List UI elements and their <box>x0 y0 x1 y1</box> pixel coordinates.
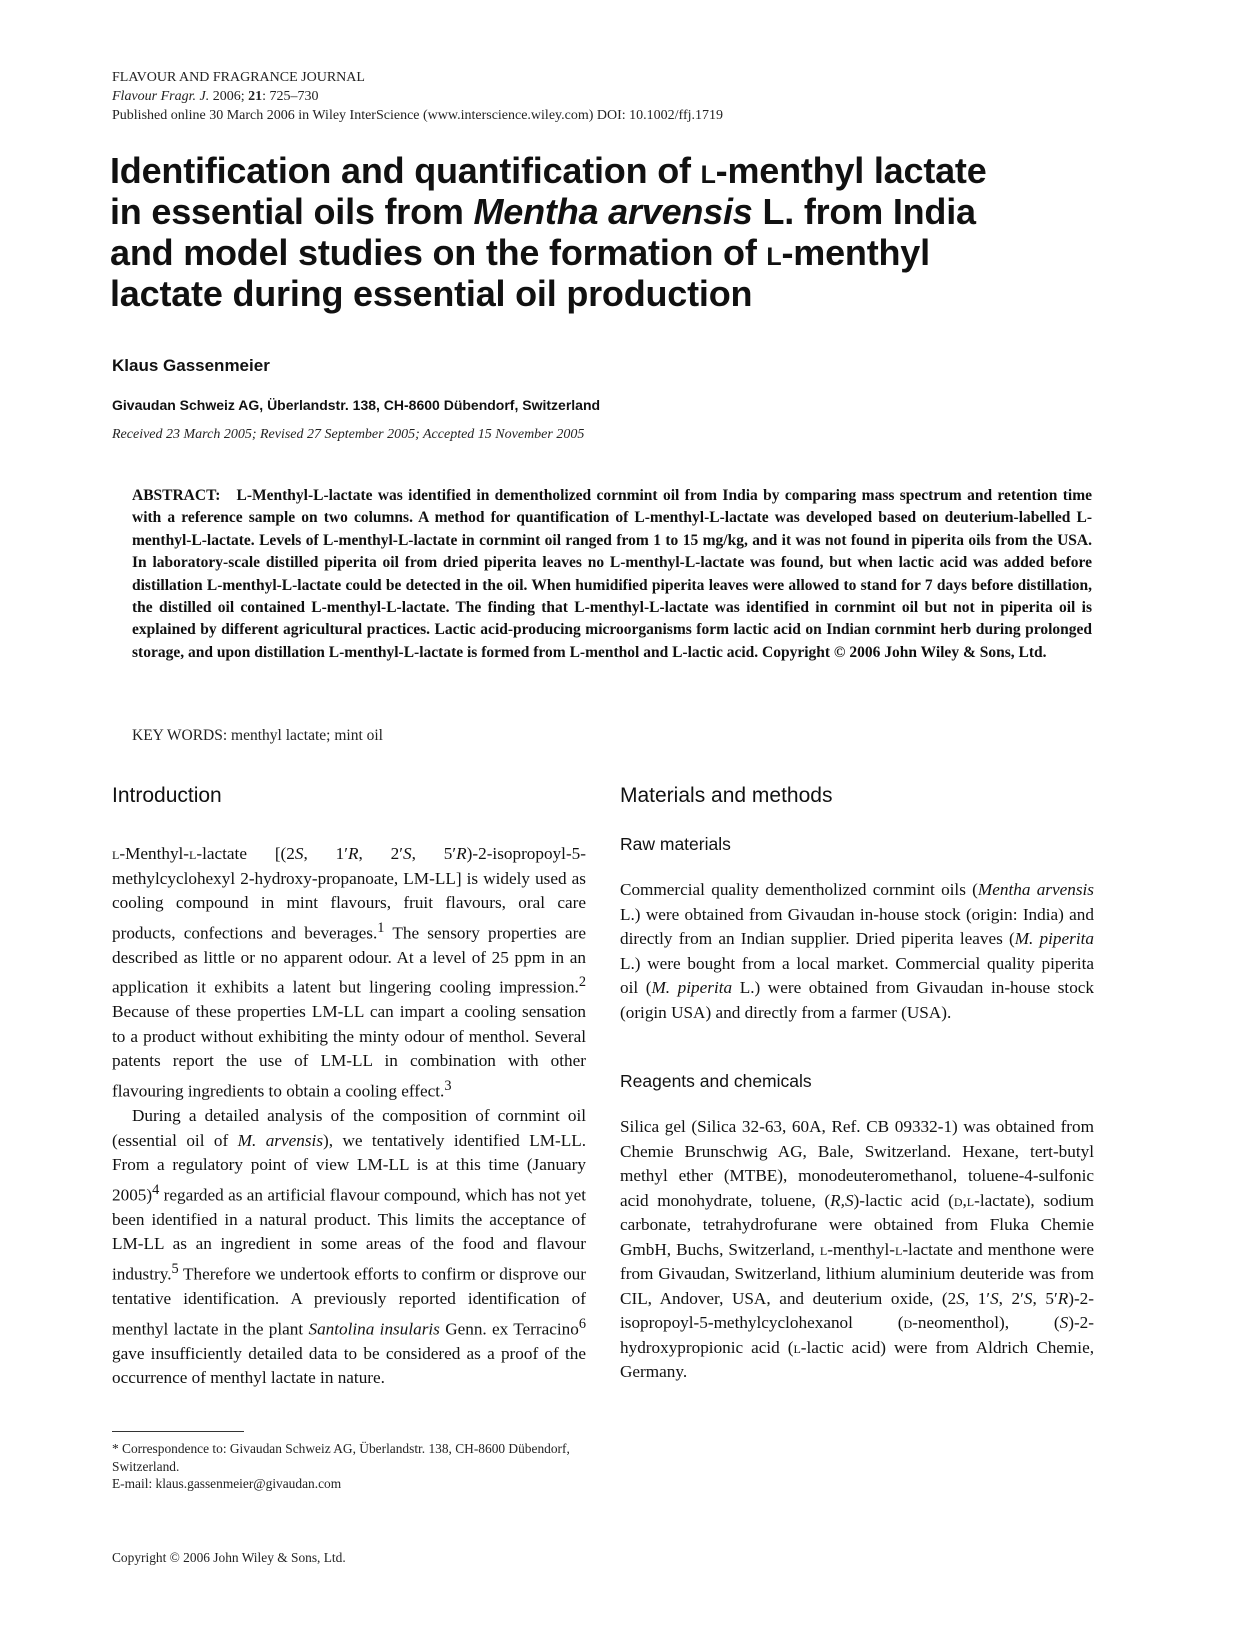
abstract-text: L-Menthyl-L-lactate was identified in dementholized cornmint oil from India by comparing mass spectrum and retention time with a reference sample on two columns. A method for quantification of L-menthyl-L-lactate was developed based on deuterium-labelled L-menthyl-L-lactate. Levels of L-menthyl-L-lactate in cornmint oil ranged from 1 to 15 mg/kg, and it was not found in piperita oils from the USA. In laboratory-scale distilled piperita oil from dried piperita leaves no L-menthyl-L-lactate was found, but when lactic acid was added before distillation L-menthyl-L-lactate could be detected in the oil. When humidified piperita leaves were allowed to stand for 7 days before distillation, the distilled oil contained L-menthyl-L-lactate. The finding that L-menthyl-L-lactate was identified in cornmint oil but not in piperita oil is explained by different agricultural practices. Lactic acid-producing microorganisms form lactic acid on Indian cornmint herb during prolonged storage, and upon distillation L-menthyl-L-lactate is formed from L-menthol and L-lactic acid. Copyright © 2006 John Wiley & Sons, Ltd. <box>132 487 1092 661</box>
title-line-3: and model studies on the formation of l-menthyl <box>110 232 930 273</box>
intro-paragraph-2: During a detailed analysis of the composition of cornmint oil (essential oil of M. arvensis), we tentatively identified LM-LL. From a regulatory point of view LM-LL is at this time (January 2005)$^4$ regarded as an artificial flavour compound, which has not yet been identified in a natural product. This limits the acceptance of LM-LL as an ingredient in some areas of the food and flavour industry.$^5$ Therefore we undertook efforts to confirm or disprove our tentative identification. A previously reported identification of menthyl lactate in the plant Santolina insularis Genn. ex Terracino$^6$ gave insufficiently detailed data to be considered as a proof of the occurrence of menthyl lactate in nature. <box>112 1106 587 1388</box>
introduction-heading: Introduction <box>112 784 222 807</box>
reagents-paragraph: Silica gel (Silica 32-63, 60A, Ref. CB 09332-1) was obtained from Chemie Brunschwig AG, Bale, Switzerland. Hexane, tert-butyl methyl ether (MTBE), monodeuteromethanol, toluene-4-sulfonic acid monohydrate, toluene, (R,S)-lactic acid (d,l-lactate), sodium carbonate, tetrahydrofurane were obtained from Fluka Chemie GmbH, Buchs, Switzerland, l-menthyl-l-lactate and menthone were from Givaudan, Switzerland, lithium aluminium deuteride was from CIL, Andover, USA, and deuterium oxide, (2S, 1′S, 2′S, 5′R)-2-isopropoyl-5-methylcyclohexanol (d-neomenthol), (S)-2-hydroxypropionic acid (l-lactic acid) were from Aldrich Chemie, Germany. <box>620 1117 1094 1381</box>
keywords: KEY WORDS: menthyl lactate; mint oil <box>132 727 383 744</box>
journal-name: FLAVOUR AND FRAGRANCE JOURNAL <box>112 70 365 85</box>
intro-paragraph-1: l-Menthyl-l-lactate [(2S, 1′R, 2′S, 5′R)-2-isopropoyl-5-methylcyclohexyl 2-hydroxy-propanoate, LM-LL] is widely used as cooling compound in mint flavours, fruit flavours, oral care products, confections and beverages.$^1$ The sensory properties are described as little or no apparent odour. At a level of 25 ppm in an application it exhibits a latent but lingering cooling impression.$^2$ Because of these properties LM-LL can impart a cooling sensation to a product without exhibiting the minty odour of menthol. Several patents report the use of LM-LL in combination with other flavouring ingredients to obtain a cooling effect.$^3$ <box>112 844 586 1101</box>
journal-published-line: Published online 30 March 2006 in Wiley InterScience (www.interscience.wiley.com) DOI: 10.1002/ffj.1719 <box>112 108 724 123</box>
abstract-label: ABSTRACT: <box>132 487 221 504</box>
footnote-correspondence: * Correspondence to: Givaudan Schweiz AG, Überlandstr. 138, CH-8600 Dübendorf, Switzerland. <box>112 1441 570 1474</box>
received-dates: Received 23 March 2005; Revised 27 September 2005; Accepted 15 November 2005 <box>112 427 585 442</box>
article-title <box>110 150 1070 314</box>
journal-citation: Flavour Fragr. J. 2006; 21: 725–730 <box>112 89 319 104</box>
author-affiliation: Givaudan Schweiz AG, Überlandstr. 138, CH-8600 Dübendorf, Switzerland <box>112 397 601 413</box>
footnote-email: E-mail: klaus.gassenmeier@givaudan.com <box>112 1476 342 1491</box>
raw-materials-paragraph: Commercial quality dementholized cornmint oils (Mentha arvensis L.) were obtained from Givaudan in-house stock (origin: India) and directly from an Indian supplier. Dried piperita leaves (M. piperita L.) were bought from a local market. Commercial quality piperita oil (M. piperita L.) were obtained from Givaudan in-house stock (origin USA) and directly from a farmer (USA). <box>620 880 1095 1022</box>
title-line-1: Identification and quantification of l-menthyl lactate <box>110 150 987 191</box>
correspondence-footnote <box>112 1440 586 1493</box>
journal-header <box>112 68 723 125</box>
page-footer-copyright: Copyright © 2006 John Wiley & Sons, Ltd. <box>112 1550 346 1565</box>
abstract <box>132 485 1092 664</box>
footnote-divider <box>112 1431 244 1432</box>
title-line-4: lactate during essential oil production <box>110 273 753 314</box>
raw-materials-heading: Raw materials <box>620 834 731 854</box>
reagents-heading: Reagents and chemicals <box>620 1071 812 1091</box>
left-column <box>112 784 586 1391</box>
title-line-2: in essential oils from Mentha arvensis L. from India <box>110 191 976 232</box>
author-name: Klaus Gassenmeier <box>112 356 270 375</box>
materials-methods-heading: Materials and methods <box>620 784 833 807</box>
right-column <box>620 784 1094 1385</box>
